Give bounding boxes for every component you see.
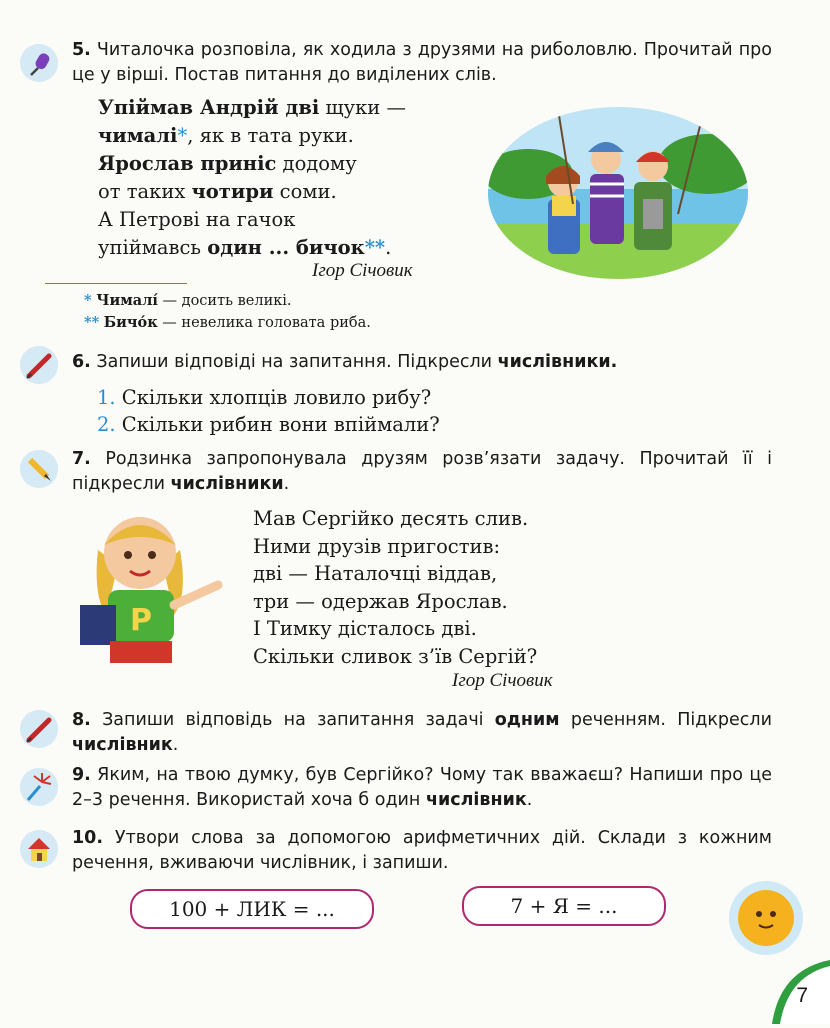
equation-box-2: 7 + Я = ... [462,886,666,926]
girl-rodzynka-illustration [78,505,228,673]
poem-line: І Тимку дісталось дві. [253,617,477,640]
poem-plums [253,505,537,670]
poem-line: упіймавсь один ... бичок**. [98,236,392,259]
poem-line: Ярослав приніс додому [98,152,357,175]
firework-icon [20,768,58,806]
task-9-instruction: 9. Яким, на твою думку, був Сергійко? Чому так вважаєш? Напиши про це 2–3 речення. Використай хоча б один числівник. [72,765,772,810]
poem-author: Ігор Січовик [312,260,413,281]
footnote-1: * Чималі́ — досить великі. [84,292,292,309]
page-number: 7 [796,984,808,1007]
task-6-instruction: 6. Запиши відповіді на запитання. Підкресли числівники. [72,352,618,372]
poem-author: Ігор Січовик [452,670,553,691]
shirt-letter: Р [130,603,152,638]
task-8-instruction: 8. Запиши відповідь на запитання задачі одним реченням. Підкресли числівник. [72,710,772,755]
pen-icon [20,346,58,384]
poem-line: от таких чотири соми. [98,180,337,203]
smiley-icon [728,880,804,956]
question-1: 1. Скільки хлопців ловило рибу? [97,386,432,409]
task-10-instruction: 10. Утвори слова за допомогою арифметичних дій. Склади з кожним речення, вживаючи числівник, і запиши. [72,828,772,873]
house-icon [20,830,58,868]
equation-box-1: 100 + ЛИК = ... [130,889,374,929]
poem-fishing [98,94,406,262]
task-7-instruction: 7. Родзинка запропонувала друзям розв’язати задачу. Прочитай її і підкресли числівники. [72,449,772,494]
footnote-divider [45,283,187,284]
poem-line: Скільки сливок з’їв Сергій? [253,644,538,668]
task-text: Читалочка розповіла, як ходила з друзями на риболовлю. Прочитай про це у вірші. Постав питання до виділених слів. [72,40,772,85]
poem-line: три — одержав Ярослав. [253,589,508,613]
poem-line: Мав Сергійко десять слив. [253,507,529,530]
task-number: 5. [72,40,91,60]
microphone-icon [20,44,58,82]
pen-icon [20,710,58,748]
footnote-2: ** Бичо́к — невелика головата риба. [84,314,371,331]
task-5-instruction [72,38,772,88]
poem-line: Упіймав Андрій дві щуки — [98,96,406,119]
pencil-icon [20,450,58,488]
poem-line: А Петрові на гачок [98,208,296,231]
poem-line: дві — Наталочці віддав, [253,562,498,585]
fishing-kids-illustration [488,104,748,282]
poem-line: Ними друзів пригостив: [253,534,501,558]
poem-line: чималі*, як в тата руки. [98,124,354,147]
question-2: 2. Скільки рибин вони впіймали? [97,413,440,436]
